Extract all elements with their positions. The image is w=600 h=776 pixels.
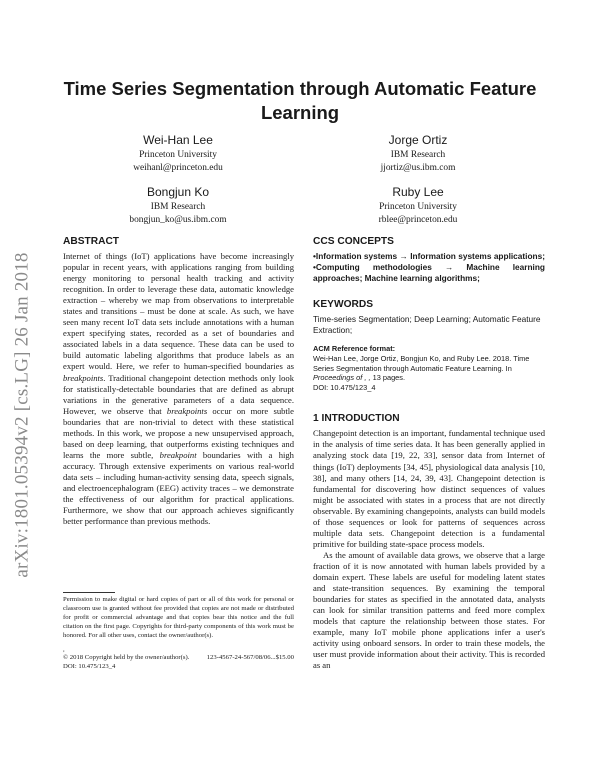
introduction-paragraph: Changepoint detection is an important, fundamental technique used in the analysis of time series data. It has been generally applied in analyzing stock data [19, 22, 33], sensor data from Internet of things (IoT) deployments [34, 45], physiological data analysis [10, 38], and many others [14, 24, 39, 43]. Changepoint detection is fundamental for discovering how distinct sequences of values might be associated with states in a process that are not directly observable. By examining changepoints, analysts can build models of those sequences or look for patterns of sequences across multiple data sets. Changepoint detection is a fundamental primitive for building state-space process models. — [313, 428, 545, 549]
copyright-notice: © 2018 Copyright held by the owner/author(s). — [63, 654, 190, 662]
author-affiliation: Princeton University — [139, 150, 217, 160]
abstract-text: Internet of things (IoT) applications have become increasingly popular in recent years, with applications ranging from building energy monitoring to personal health tracking and activity recognition. In order to leverage these data, automatic knowledge extraction – whereby we map from observations to interpretable states and transitions – must be done at scale. As such, we have seen many recent IoT data sets include annotations with a human expert specifying states, recorded as a set of boundaries and associated labels in a data sequence. These data can be used to build automatic labeling algorithms that produce labels as an expert would. Here, we refer to human-specified boundaries as breakpoints. Traditional changepoint detection methods only look for statistically-detectable boundaries that are defined as abrupt variations in the generative parameters of a data sequence. However, we observe that breakpoints occur on more subtle boundaries that are non-trivial to detect with these statistical methods. In this work, we propose a new unsupervised approach, based on deep learning, that outperforms existing techniques and learns the more subtle, breakpoint boundaries with a high accuracy. Through extensive experiments on various real-world data sets – including human-activity sensing data, speech signals, and electroencephalogram (EEG) activity traces – we demonstrate the effectiveness of our algorithm for practical applications. Furthermore, we show that our approach achieves significantly better performance than previous methods. — [63, 251, 294, 527]
author-name: Wei-Han Lee — [143, 133, 213, 147]
author-block — [103, 133, 253, 174]
introduction-heading: 1 INTRODUCTION — [313, 413, 400, 425]
footnote-doi: DOI: 10.475/123_4 — [63, 663, 116, 671]
author-affiliation: IBM Research — [150, 202, 206, 212]
author-affiliation: Princeton University — [379, 202, 457, 212]
footnote-rule — [63, 592, 115, 593]
footnote — [63, 596, 294, 672]
isbn: 123-4567-24-567/08/06...$15.00 — [206, 654, 294, 662]
keywords-heading: KEYWORDS — [313, 299, 373, 310]
author-email: rblee@princeton.edu — [378, 214, 458, 225]
abstract-heading: ABSTRACT — [63, 236, 120, 247]
introduction-paragraph: As the amount of available data grows, we observe that a large fraction of it is now annotated with human labels provided by a domain expert. These labels are useful for modeling latent states and state-transition sequences. By examining the temporal boundaries for states as specified in the annotated data, analysts can look for similar transition patterns and feed more complex models that capture the relationship between those states. For example, many IoT mobile phone applications infer a user's activity using onboard sensors. In order to train these models, the user must provide information about their activity. This is recorded as an — [313, 549, 545, 671]
acm-reference-doi: DOI: 10.475/123_4 — [313, 382, 376, 392]
author-email: jjortiz@us.ibm.com — [380, 162, 456, 173]
acm-reference-heading: ACM Reference format: — [313, 344, 396, 353]
author-block — [343, 133, 493, 174]
ccs-heading: CCS CONCEPTS — [313, 236, 394, 247]
acm-reference-text: Wei-Han Lee, Jorge Ortiz, Bongjun Ko, and Ruby Lee. 2018. Time Series Segmentation through Automatic Feature Learning. In Proceedings of , , 13 pages. — [313, 354, 530, 383]
author-name: Ruby Lee — [392, 185, 444, 199]
author-block — [103, 185, 253, 226]
abstract-section — [63, 235, 294, 527]
permission-notice: Permission to make digital or hard copies of part or all of this work for personal or classroom use is granted without fee provided that copies are not made or distributed for profit or commercial advantage and that copies bear this notice and the full citation on the first page. Copyrights for third-party components of this work must be honored. For all other uses, contact the owner/author(s). — [63, 596, 294, 639]
author-name: Bongjun Ko — [146, 185, 210, 199]
keywords-text: Time-series Segmentation; Deep Learning; Automatic Feature Extraction; — [313, 314, 541, 335]
ccs-text: •Information systems → Information systems applications; •Computing methodologies → Machine learning approaches; Machine learning algorithms; — [313, 251, 545, 283]
author-email: weihanl@princeton.edu — [133, 162, 223, 173]
arxiv-stamp: arXiv:1801.05394v2 [cs.LG] 26 Jan 2018 — [12, 252, 33, 578]
author-name: Jorge Ortiz — [388, 133, 448, 147]
author-block — [343, 185, 493, 226]
right-column — [313, 235, 545, 671]
paper-title: Time Series Segmentation through Automatic Feature Learning — [63, 78, 537, 123]
venue-line: , — [63, 645, 65, 653]
author-affiliation: IBM Research — [390, 150, 446, 160]
author-email: bongjun_ko@us.ibm.com — [129, 214, 227, 225]
